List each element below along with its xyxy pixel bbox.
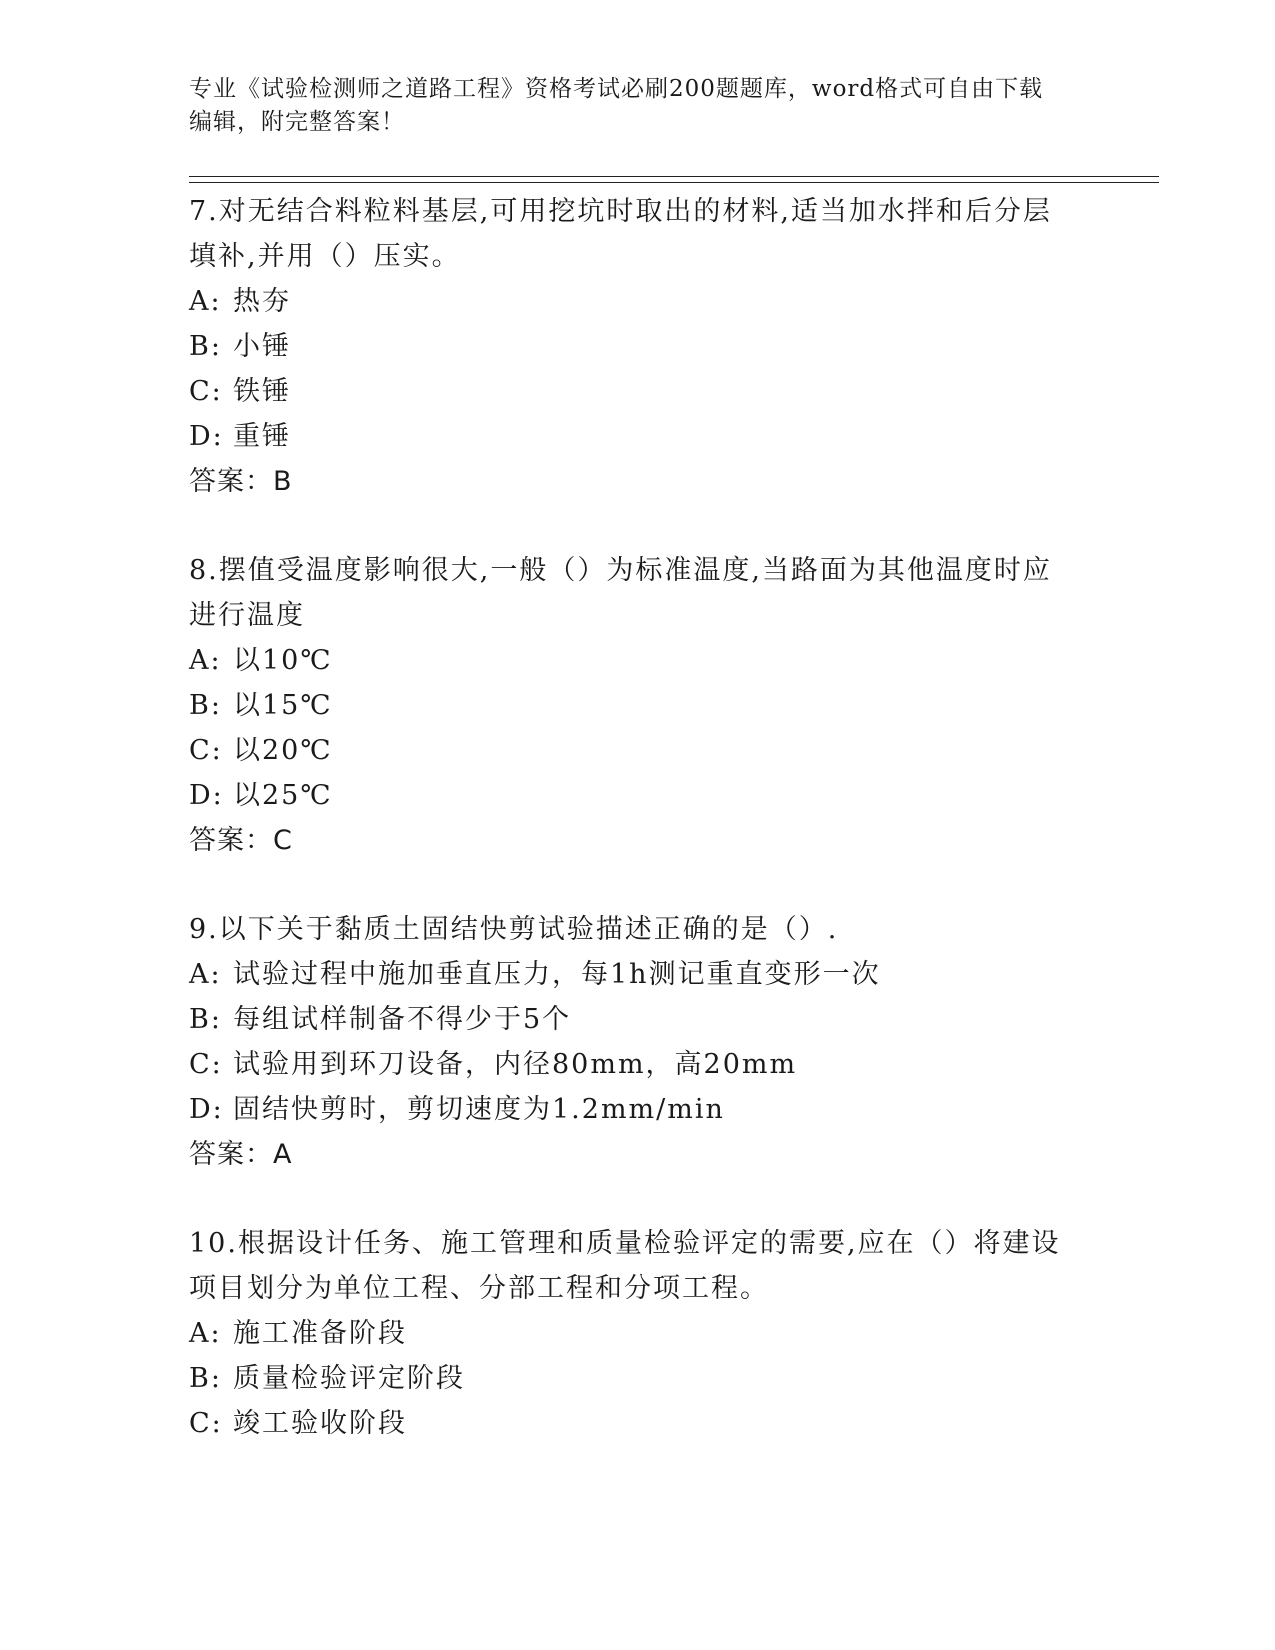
option-b (189, 683, 1069, 728)
option-b (189, 324, 1069, 369)
header-divider-bottom (189, 182, 1159, 183)
question-8 (189, 548, 1069, 863)
option-text: 热夯 (233, 286, 291, 317)
option-letter: B: (189, 690, 222, 721)
option-c (189, 369, 1069, 414)
option-letter: D: (189, 421, 224, 452)
option-letter: C: (189, 735, 223, 766)
option-letter: C: (189, 1049, 223, 1080)
question-text: 8.摆值受温度影响很大,一般（）为标准温度,当路面为其他温度时应进行温度 (189, 555, 1052, 631)
option-letter: C: (189, 376, 223, 407)
header-line-1: 专业《试验检测师之道路工程》资格考试必刷200题题库，word格式可自由下载 (189, 76, 1044, 102)
header-divider-top (189, 176, 1159, 177)
option-text: 以20℃ (233, 735, 333, 766)
question-10 (189, 1221, 1069, 1446)
answer-line: 答案：C (189, 825, 293, 856)
option-a (189, 952, 1069, 997)
option-text: 固结快剪时，剪切速度为1.2mm/min (233, 1094, 725, 1125)
document-header (189, 73, 1069, 139)
question-7 (189, 189, 1069, 504)
answer-line: 答案：B (189, 466, 293, 497)
question-list (189, 189, 1069, 1490)
option-letter: A: (189, 286, 222, 317)
option-text: 小锤 (233, 331, 291, 362)
option-letter: B: (189, 1004, 222, 1035)
option-text: 铁锤 (233, 376, 291, 407)
option-text: 每组试样制备不得少于5个 (233, 1004, 572, 1035)
option-letter: D: (189, 780, 224, 811)
option-b (189, 1356, 1069, 1401)
option-text: 质量检验评定阶段 (233, 1363, 465, 1394)
option-a (189, 279, 1069, 324)
option-letter: A: (189, 1318, 222, 1349)
option-text: 试验用到环刀设备，内径80mm，高20mm (233, 1049, 798, 1080)
option-letter: D: (189, 1094, 224, 1125)
option-letter: A: (189, 959, 222, 990)
option-letter: C: (189, 1408, 223, 1439)
option-d (189, 1087, 1069, 1132)
option-text: 以15℃ (233, 690, 333, 721)
option-text: 以25℃ (233, 780, 333, 811)
question-text: 9.以下关于黏质土固结快剪试验描述正确的是（）. (189, 914, 839, 945)
option-b (189, 997, 1069, 1042)
option-letter: A: (189, 645, 222, 676)
option-d (189, 773, 1069, 818)
header-line-2: 编辑，附完整答案！ (189, 109, 405, 135)
option-c (189, 1401, 1069, 1446)
answer-line: 答案：A (189, 1139, 293, 1170)
question-9 (189, 907, 1069, 1177)
question-text: 10.根据设计任务、施工管理和质量检验评定的需要,应在（）将建设项目划分为单位工程、分部工程和分项工程。 (189, 1228, 1061, 1304)
option-c (189, 728, 1069, 773)
option-c (189, 1042, 1069, 1087)
option-d (189, 414, 1069, 459)
question-text: 7.对无结合料粒料基层,可用挖坑时取出的材料,适当加水拌和后分层填补,并用（）压实。 (189, 196, 1052, 272)
option-text: 试验过程中施加垂直压力，每1h测记重直变形一次 (233, 959, 881, 990)
option-a (189, 1311, 1069, 1356)
option-text: 竣工验收阶段 (233, 1408, 407, 1439)
option-text: 重锤 (233, 421, 291, 452)
option-text: 施工准备阶段 (233, 1318, 407, 1349)
option-a (189, 638, 1069, 683)
option-text: 以10℃ (233, 645, 333, 676)
option-letter: B: (189, 331, 222, 362)
option-letter: B: (189, 1363, 222, 1394)
